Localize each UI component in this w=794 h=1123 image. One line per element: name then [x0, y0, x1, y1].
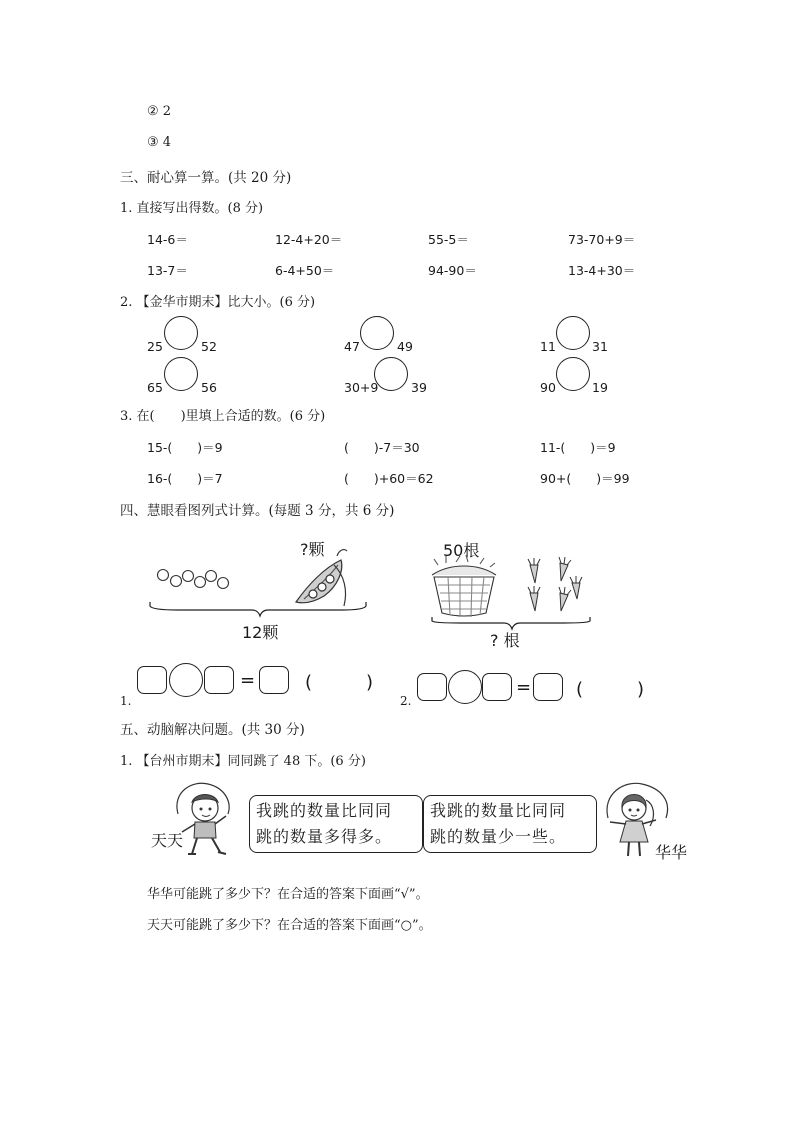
- calc-item: 73-70+9＝: [568, 232, 636, 247]
- q2-title: 2. 【金华市期末】比大小。(6 分): [120, 295, 316, 310]
- answer2-number: 2.: [400, 694, 412, 708]
- fill-item: 11-( )＝9: [540, 440, 616, 455]
- operator-circle[interactable]: [448, 670, 482, 704]
- section5-title: 五、动脑解决问题。(共 30 分): [120, 722, 305, 738]
- compare-right: 31: [592, 339, 608, 354]
- fill-item: 15-( )＝9: [147, 440, 223, 455]
- basket-icon: [432, 555, 496, 617]
- answer-box[interactable]: [259, 666, 289, 694]
- right-speech-bubble: [423, 795, 597, 853]
- left-bubble-line: 我跳的数量比同同: [256, 801, 393, 820]
- calc-item: 6-4+50＝: [275, 263, 335, 278]
- compare-right: 39: [411, 380, 427, 395]
- section3-title: 三、耐心算一算。(共 20 分): [120, 170, 292, 186]
- instruction-line-1: 华华可能跳了多少下？在合适的答案下面画“√”。: [147, 887, 429, 902]
- compare-circle[interactable]: [164, 316, 198, 350]
- compare-circle[interactable]: [556, 357, 590, 391]
- compare-right: 19: [592, 380, 608, 395]
- compare-circle[interactable]: [374, 357, 408, 391]
- compare-circle[interactable]: [556, 316, 590, 350]
- calc-item: 13-7＝: [147, 263, 188, 278]
- section4-title: 四、慧眼看图列式计算。(每题 3 分，共 6 分): [120, 503, 395, 519]
- instruction-line-2: 天天可能跳了多少下？在合适的答案下面画“○”。: [147, 918, 432, 933]
- answer-box[interactable]: [137, 666, 167, 694]
- fig2-top-label: 50根: [443, 541, 480, 560]
- fill-item: ( )+60＝62: [344, 471, 434, 486]
- compare-right: 49: [397, 339, 413, 354]
- answer-box[interactable]: [417, 673, 447, 701]
- fig1-top-label: ?颗: [300, 540, 325, 559]
- compare-left: 90: [540, 380, 556, 395]
- left-name-label: 天天: [151, 831, 184, 850]
- compare-right: 52: [201, 339, 217, 354]
- s5-q1-title: 1. 【台州市期末】同同跳了 48 下。(6 分): [120, 754, 366, 769]
- carrot-icon: [528, 557, 582, 611]
- calc-item: 14-6＝: [147, 232, 188, 247]
- equals-sign: =: [516, 677, 532, 698]
- carrot-basket-figure: [430, 553, 595, 633]
- q1-title: 1. 直接写出得数。(8 分): [120, 201, 264, 216]
- left-bubble-line: 跳的数量多得多。: [256, 827, 393, 846]
- compare-left: 30+9: [344, 380, 379, 395]
- option-3: ③ 4: [147, 135, 172, 150]
- option-2: ② 2: [147, 104, 172, 119]
- fill-item: 16-( )＝7: [147, 471, 223, 486]
- equals-sign: =: [240, 670, 256, 691]
- q3-title: 3. 在( )里填上合适的数。(6 分): [120, 409, 326, 424]
- right-name-label: 华华: [655, 843, 688, 862]
- compare-right: 56: [201, 380, 217, 395]
- compare-circle[interactable]: [360, 316, 394, 350]
- pea-pod-icon: [296, 550, 347, 606]
- beans-figure: [148, 550, 373, 620]
- fig1-bottom-label: 12颗: [242, 623, 279, 642]
- right-bubble-line: 我跳的数量比同同: [430, 801, 567, 820]
- calc-item: 94-90＝: [428, 263, 477, 278]
- answer-box[interactable]: [533, 673, 563, 701]
- fill-item: 90+( )＝99: [540, 471, 630, 486]
- answer-box[interactable]: [204, 666, 234, 694]
- compare-left: 25: [147, 339, 163, 354]
- compare-left: 47: [344, 339, 360, 354]
- left-speech-bubble: [249, 795, 423, 853]
- answer-box[interactable]: [482, 673, 512, 701]
- fill-item: ( )-7＝30: [344, 440, 420, 455]
- compare-circle[interactable]: [164, 357, 198, 391]
- operator-circle[interactable]: [169, 663, 203, 697]
- fig2-bottom-label: ? 根: [490, 631, 520, 650]
- calc-item: 55-5＝: [428, 232, 469, 247]
- unit-paren[interactable]: ( ): [576, 679, 645, 700]
- calc-item: 12-4+20＝: [275, 232, 343, 247]
- unit-paren[interactable]: ( ): [305, 672, 374, 693]
- compare-left: 11: [540, 339, 556, 354]
- answer1-number: 1.: [120, 694, 132, 708]
- compare-left: 65: [147, 380, 163, 395]
- right-bubble-line: 跳的数量少一些。: [430, 827, 567, 846]
- calc-item: 13-4+30＝: [568, 263, 636, 278]
